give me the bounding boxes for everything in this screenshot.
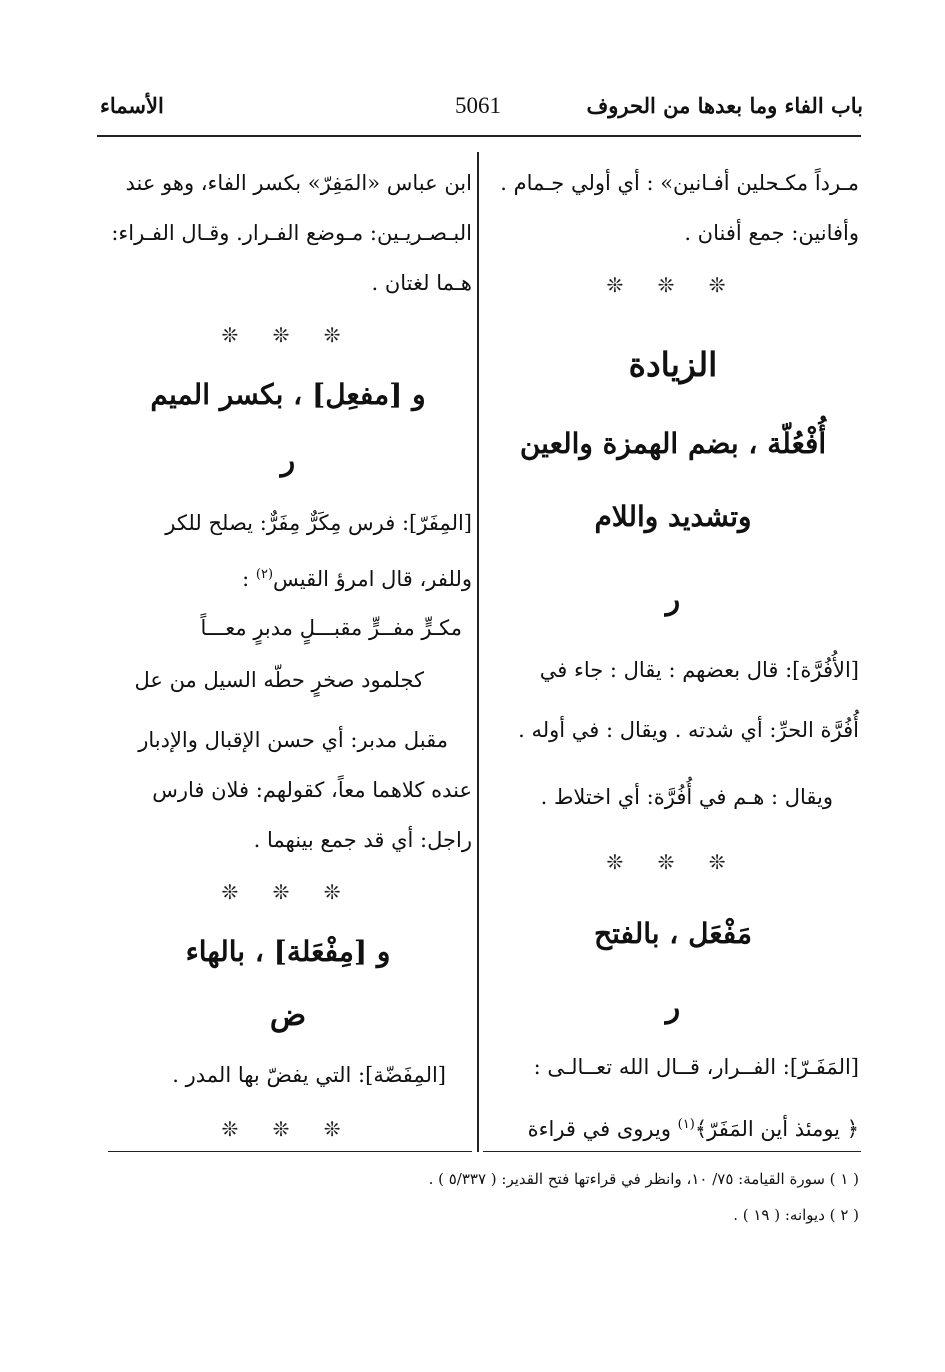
header-rule xyxy=(97,135,861,137)
text-line: ويقال : هـم في أُفُرَّة: أي اختلاط . xyxy=(540,785,833,809)
section-title: الزيادة xyxy=(628,345,718,384)
text-line: عنده كلاهما معاً، كقولهم: فلان فارس xyxy=(152,778,472,802)
text-segment: : xyxy=(242,567,256,591)
text-line: البـصـريـين: مـوضع الفـرار. وقـال الفـراء: xyxy=(111,221,472,245)
text-line: [المَفَـرّ]: الفــرار، قــال الله تعــالـى : xyxy=(533,1055,859,1079)
section-separator: ❊ ❊ ❊ xyxy=(221,323,355,347)
footnote-ref[interactable]: (٢) xyxy=(255,567,274,582)
section-separator: ❊ ❊ ❊ xyxy=(221,880,355,904)
text-line xyxy=(528,1110,859,1144)
running-head-chapter: باب الفاء وما بعدها من الحروف xyxy=(586,93,863,118)
quran-quote: ﴿ يومئذ أين المَفَرّ﴾ xyxy=(694,1117,859,1141)
right-column xyxy=(487,160,859,1150)
section-separator: ❊ ❊ ❊ xyxy=(606,850,740,874)
left-column xyxy=(104,160,472,1150)
column-divider xyxy=(477,152,479,1152)
footnote-2: ( ٢ ) ديوانه: ( ١٩ ) . xyxy=(733,1206,859,1224)
verse-hemistich: كجلمود صخرٍ حطّه السيل من عل xyxy=(134,668,424,692)
section-heading: أُفْعُلّة ، بضم الهمزة والعين xyxy=(519,427,827,460)
text-segment: ويروى في قراءة xyxy=(527,1117,678,1141)
verse-hemistich: مكـرٍّ مفــرٍّ مقبـــلٍ مدبرٍ معـــاً xyxy=(200,616,462,640)
section-heading: و [مِفْعَلة] ، بالهاء xyxy=(185,935,391,968)
root-letter: ض xyxy=(269,998,307,1033)
root-letter: ر xyxy=(665,990,681,1025)
text-line: [المِفَضّة]: التي يفضّ بها المدر . xyxy=(172,1063,446,1087)
footnote-rule xyxy=(483,1151,861,1152)
footnote-rule-left xyxy=(108,1151,472,1152)
section-separator: ❊ ❊ ❊ xyxy=(606,273,740,297)
text-line: ابن عباس «المَفِرّ» بكسر الفاء، وهو عند xyxy=(125,171,472,195)
text-segment: وللفر، قال امرؤ القيس xyxy=(273,567,472,591)
section-heading: و [مفعِل] ، بكسر الميم xyxy=(150,378,426,411)
root-letter: ر xyxy=(280,443,296,478)
text-line: مـرداً مكـحلين أفـانين» : أي أولي جـمام . xyxy=(500,171,859,195)
text-line: هـما لغتان . xyxy=(371,271,472,295)
text-line: أُفُرَّة الحرِّ: أي شدته . ويقال : في أوله . xyxy=(518,718,859,742)
text-line: [الأُفُرَّة]: قال بعضهم : يقال : جاء في xyxy=(539,658,859,682)
page-number: 5061 xyxy=(455,93,501,118)
section-heading-continued: وتشديد واللام xyxy=(594,500,752,533)
root-letter: ر xyxy=(665,582,681,617)
text-line: [المِفَرّ]: فرس مِكَرٌّ مِفَرٌّ: يصلح للكر xyxy=(165,511,472,535)
text-line: مقبل مدبر: أي حسن الإقبال والإدبار xyxy=(138,728,448,752)
running-head-section: الأسماء xyxy=(100,93,164,118)
section-separator: ❊ ❊ ❊ xyxy=(221,1117,355,1141)
section-heading: مَفْعَل ، بالفتح xyxy=(594,917,752,950)
text-line: راجل: أي قد جمع بينهما . xyxy=(253,828,472,852)
text-line xyxy=(242,560,472,594)
text-line: وأفانين: جمع أفنان . xyxy=(684,221,859,245)
footnote-ref[interactable]: (١) xyxy=(677,1117,695,1132)
footnote-1: ( ١ ) سورة القيامة: ٧٥/ ١٠، وانظر في قراءتها فتح القدير: ( ٥/٣٣٧ ) . xyxy=(428,1170,859,1188)
